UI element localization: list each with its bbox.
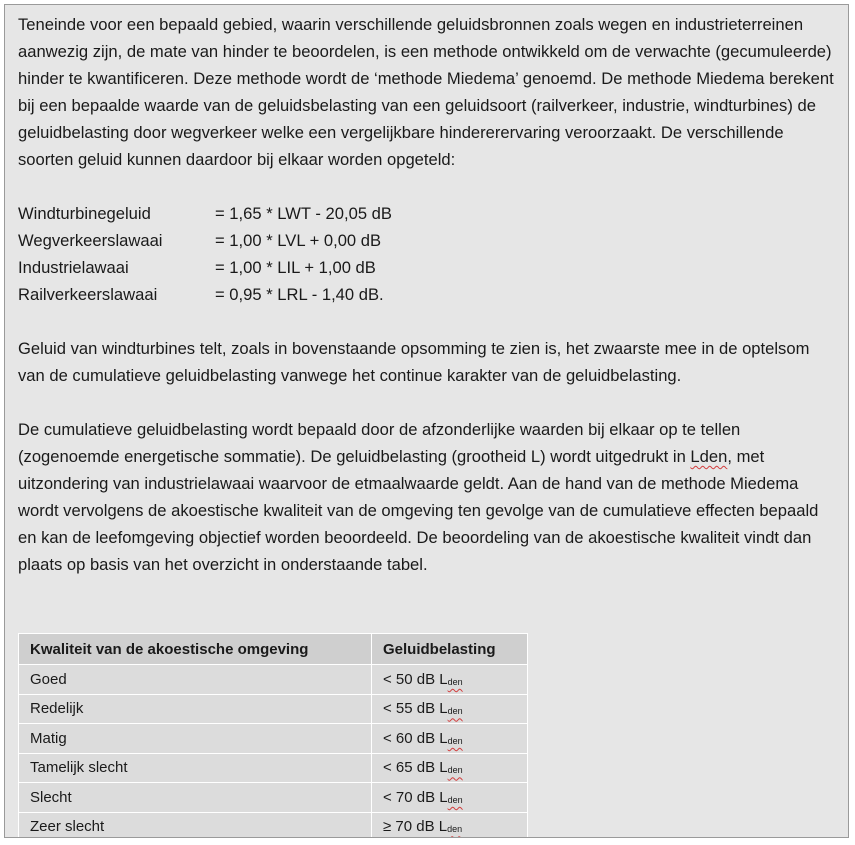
quality-cell: Goed xyxy=(19,665,372,695)
table-row xyxy=(19,694,528,724)
windturbine-paragraph: Geluid van windturbines telt, zoals in bovenstaande opsomming te zien is, het zwaarste mee in de optelsom van de cumulatieve geluidbelasting vanwege het continue karakter van de geluidbelasting. xyxy=(18,339,810,385)
table-header-row xyxy=(19,634,528,665)
noise-load-value: < 55 dB L xyxy=(383,700,448,718)
quality-cell: Redelijk xyxy=(19,694,372,724)
noise-load-cell xyxy=(372,753,528,783)
formula-label: Industrielawaai xyxy=(18,258,129,277)
header-quality: Kwaliteit van de akoestische omgeving xyxy=(19,634,372,665)
lden-subscript: den xyxy=(447,765,463,776)
noise-load-cell xyxy=(372,724,528,754)
noise-load-value: < 65 dB L xyxy=(383,759,448,777)
formula-expression: = 1,65 * LWT - 20,05 dB xyxy=(215,204,392,223)
formula-expression: = 1,00 * LIL + 1,00 dB xyxy=(215,258,376,277)
table-row xyxy=(19,753,528,783)
noise-load-cell xyxy=(372,665,528,695)
quality-cell: Tamelijk slecht xyxy=(19,753,372,783)
quality-cell: Matig xyxy=(19,724,372,754)
noise-load-cell xyxy=(372,812,528,838)
noise-load-cell xyxy=(372,694,528,724)
table-row xyxy=(19,724,528,754)
formula-list xyxy=(18,200,838,308)
formula-row xyxy=(18,227,838,254)
table-row xyxy=(19,783,528,813)
table-row xyxy=(19,812,528,838)
formula-row xyxy=(18,281,838,308)
formula-label: Wegverkeerslawaai xyxy=(18,231,163,250)
acoustic-quality-table xyxy=(18,633,528,838)
quality-cell: Zeer slecht xyxy=(19,812,372,838)
noise-load-value: ≥ 70 dB L xyxy=(383,818,448,836)
cumulative-text-start: De cumulatieve geluidbelasting wordt bepaald door de afzonderlijke waarden bij elkaar op te tellen (zogenoemde energetische sommatie). De geluidbelasting (grootheid L) wordt uitgedrukt in xyxy=(18,420,741,466)
formula-row xyxy=(18,254,838,281)
lden-subscript: den xyxy=(447,794,463,805)
formula-row xyxy=(18,200,838,227)
formula-expression: = 1,00 * LVL + 0,00 dB xyxy=(215,231,382,250)
lden-subscript: den xyxy=(447,706,463,717)
noise-load-value: < 70 dB L xyxy=(383,788,448,806)
document-page xyxy=(4,4,849,838)
noise-load-value: < 60 dB L xyxy=(383,729,448,747)
formula-expression: = 0,95 * LRL - 1,40 dB. xyxy=(215,285,384,304)
lden-subscript: den xyxy=(447,735,463,746)
formula-label: Windturbinegeluid xyxy=(18,204,151,223)
lden-subscript: den xyxy=(447,676,463,687)
cumulative-text-end: , met uitzondering van industrielawaai waarvoor de etmaalwaarde geldt. Aan de hand van de methode Miedema wordt vervolgens de akoestische kwaliteit van de omgeving ten gevolge van de cumulatieve effecten bepaald en kan de leefomgeving objectief worden beoordeeld. De beoordeling van de akoestische kwaliteit vindt dan plaats op basis van het overzicht in onderstaande tabel. xyxy=(18,447,819,574)
intro-paragraph: Teneinde voor een bepaald gebied, waarin verschillende geluidsbronnen zoals wegen en industrieterreinen aanwezig zijn, de mate van hinder te beoordelen, is een methode ontwikkeld om de verwachte (gecumuleerde) hinder te kwantificeren. Deze methode wordt de ‘methode Miedema’ genoemd. De methode Miedema berekent bij een bepaalde waarde van de geluidsbelasting van een geluidsoort (railverkeer, industrie, windturbines) de geluidbelasting door wegverkeer welke een vergelijkbare hindererervaring veroorzaakt. De verschillende soorten geluid kunnen daardoor bij elkaar worden opgeteld: xyxy=(18,15,834,169)
lden-subscript: den xyxy=(447,824,463,835)
cumulative-paragraph xyxy=(18,416,838,578)
header-noise-load: Geluidbelasting xyxy=(372,634,528,665)
formula-label: Railverkeerslawaai xyxy=(18,285,158,304)
quality-cell: Slecht xyxy=(19,783,372,813)
noise-load-cell xyxy=(372,783,528,813)
noise-load-value: < 50 dB L xyxy=(383,670,448,688)
document-body xyxy=(18,11,838,578)
table-row xyxy=(19,665,528,695)
lden-term: Lden xyxy=(690,447,728,466)
